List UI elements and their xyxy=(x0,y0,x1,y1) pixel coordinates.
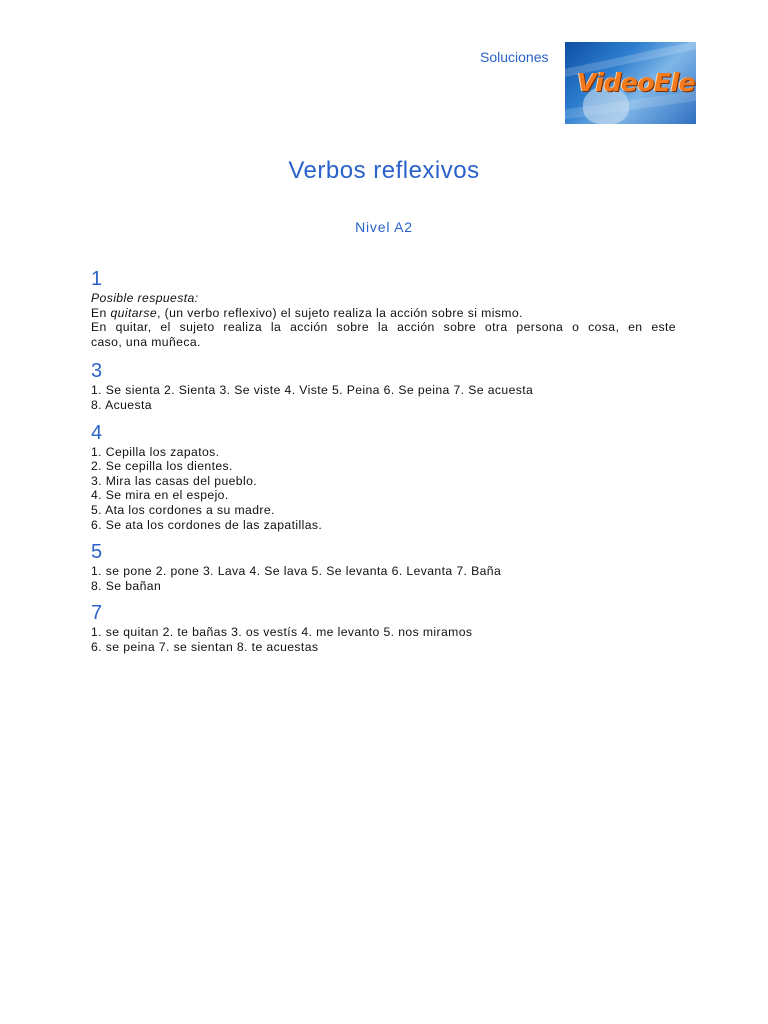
answer-line: En quitarse, (un verbo reflexivo) el sujeto realiza la acción sobre si mismo. xyxy=(91,305,523,320)
answer-line: 6. se peina 7. se sientan 8. te acuestas xyxy=(91,639,319,654)
section-1 xyxy=(91,267,676,349)
answer-line: 3. Mira las casas del pueblo. xyxy=(91,473,258,488)
answer-line: 1. Se sienta 2. Sienta 3. Se viste 4. Viste 5. Peina 6. Se peina 7. Se acuesta xyxy=(91,383,534,398)
section-3 xyxy=(91,359,676,412)
section-number: 5 xyxy=(91,541,103,564)
section-intro: Posible respuesta: xyxy=(91,291,199,305)
solutions-label: Soluciones xyxy=(480,49,549,65)
answer-line: 8. Acuesta xyxy=(91,397,152,412)
section-5 xyxy=(91,540,676,593)
section-number: 7 xyxy=(91,602,103,625)
section-4 xyxy=(91,421,676,533)
page-title: Verbos reflexivos xyxy=(288,157,480,184)
section-number: 1 xyxy=(91,268,103,290)
logo-wordmark: VideoEle xyxy=(577,68,696,97)
section-number: 3 xyxy=(91,360,103,383)
answer-line: 8. Se bañan xyxy=(91,578,162,593)
section-7 xyxy=(91,601,676,654)
answer-line: 4. Se mira en el espejo. xyxy=(91,488,229,503)
solutions-content xyxy=(91,267,676,655)
answer-line: 5. Ata los cordones a su madre. xyxy=(91,502,275,517)
videoele-logo xyxy=(565,42,696,124)
level-label: Nivel A2 xyxy=(355,219,413,235)
answer-line: 1. Cepilla los zapatos. xyxy=(91,444,220,459)
section-number: 4 xyxy=(91,421,103,444)
emphasized-verb: quitarse xyxy=(110,305,158,320)
answer-line: 2. Se cepilla los dientes. xyxy=(91,459,233,474)
answer-line: En quitar, el sujeto realiza la acción sobre la acción sobre otra persona o cosa, en este xyxy=(91,320,676,335)
answer-line: 6. Se ata los cordones de las zapatillas. xyxy=(91,517,323,532)
answer-line: caso, una muñeca. xyxy=(91,334,201,349)
answer-line: 1. se pone 2. pone 3. Lava 4. Se lava 5. Se levanta 6. Levanta 7. Baña xyxy=(91,564,502,579)
answer-line: 1. se quitan 2. te bañas 3. os vestís 4. me levanto 5. nos miramos xyxy=(91,625,473,640)
